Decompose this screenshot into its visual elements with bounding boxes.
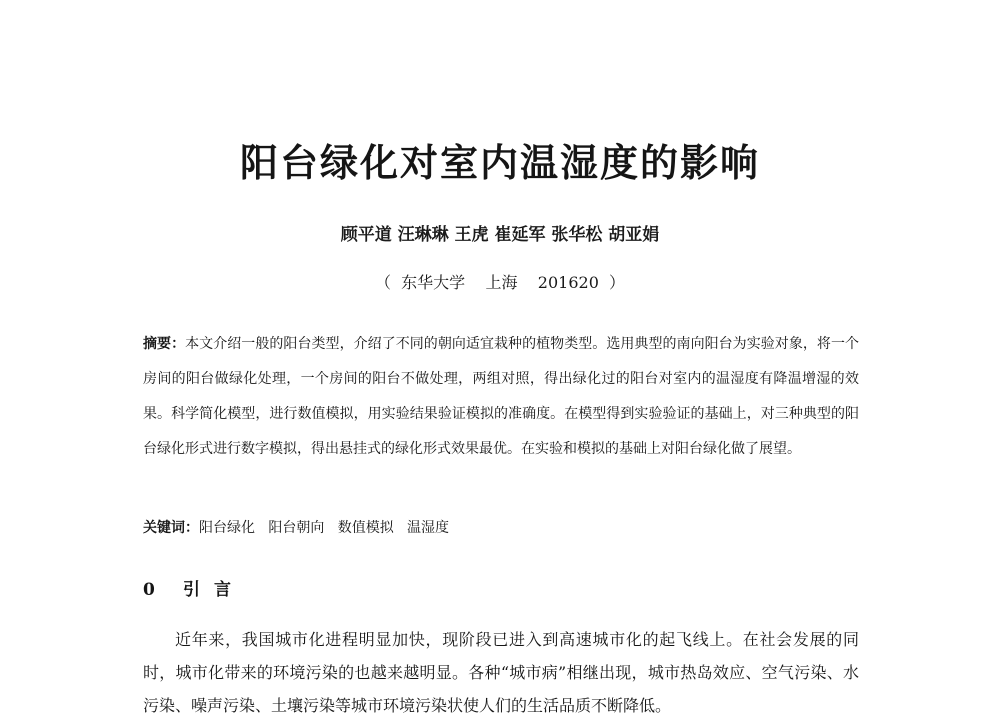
section-heading xyxy=(143,575,245,600)
intro-paragraph: 近年来，我国城市化进程明显加快，现阶段已进入到高速城市化的起飞线上。在社会发展的同时，城市化带来的环境污染的也越来越明显。各种“城市病”相继出现，城市热岛效应、空气污染、水污染、噪声污染、土壤污染等城市环境污染状使人们的生活品质不断降低。 xyxy=(143,630,859,715)
affiliation: （ 东华大学 上海 201620 ） xyxy=(374,273,626,292)
keywords-text: 阳台绿化 阳台朝向 数值模拟 温湿度 xyxy=(199,520,450,536)
keywords-label: 关键词： xyxy=(143,520,199,536)
section-number: 0 xyxy=(143,580,155,600)
paper-title: 阳台绿化对室内温湿度的影响 xyxy=(239,140,760,185)
abstract-label: 摘要： xyxy=(143,336,186,352)
author-list: 顾平道 汪琳琳 王虎 崔延军 张华松 胡亚娟 xyxy=(340,225,660,245)
keywords xyxy=(143,517,859,537)
section-title: 引言 xyxy=(183,580,245,600)
abstract-text: 本文介绍一般的阳台类型，介绍了不同的朝向适宜栽种的植物类型。选用典型的南向阳台为实验对象，将一个房间的阳台做绿化处理，一个房间的阳台不做处理，两组对照，得出绿化过的阳台对室内的温湿度有降温增湿的效果。科学简化模型，进行数值模拟，用实验结果验证模拟的准确度。在模型得到实验验证的基础上，对三种典型的阳台绿化形式进行数字模拟，得出悬挂式的绿化形式效果最优。在实验和模拟的基础上对阳台绿化做了展望。 xyxy=(143,336,860,457)
abstract xyxy=(143,327,859,467)
